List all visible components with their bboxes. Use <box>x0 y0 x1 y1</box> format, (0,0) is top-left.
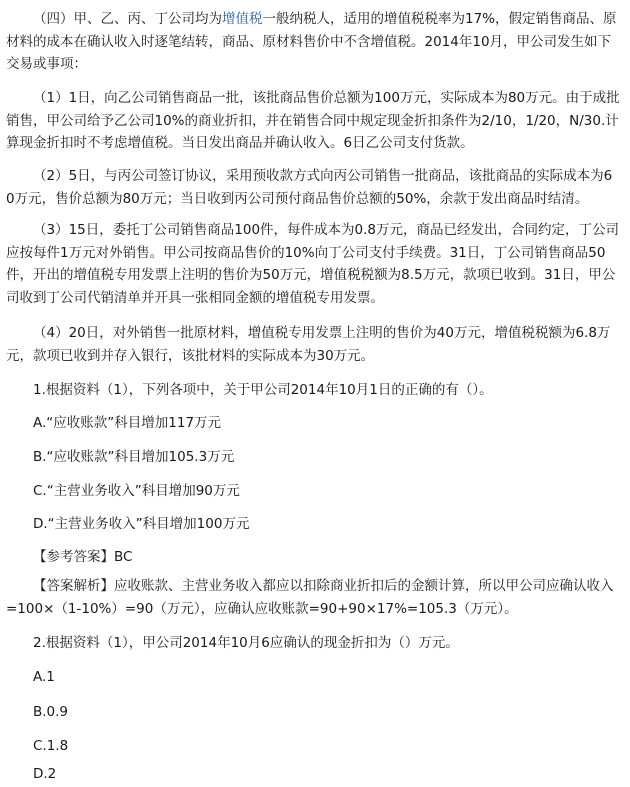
question-2-stem: 2.根据资料（1），甲公司2014年10月6应确认的现金折扣为（）万元。 <box>33 635 459 651</box>
question-1-answer <box>33 546 132 568</box>
answer-label: 【参考答案】 <box>33 549 114 565</box>
question-2-option-d: D.2 <box>33 766 57 782</box>
question-1-option-d: D.“主营业务收入”科目增加100万元 <box>33 516 250 532</box>
question-1-option-a: A.“应收账款”科目增加117万元 <box>33 415 222 431</box>
question-1-option-c: C.“主营业务收入”科目增加90万元 <box>33 483 240 499</box>
intro-prefix: （四）甲、乙、丙、丁公司均为 <box>33 11 222 27</box>
question-1-analysis <box>6 575 620 620</box>
question-1-option-b: B.“应收账款”科目增加105.3万元 <box>33 449 235 465</box>
intro-suffix: 一般纳税人，适用的增值税税率为17%，假定销售商品、原材料的成本在确认收入时逐笔结转，商品、原材料售价中不含增值税。2014年10月，甲公司发生如下交易或事项： <box>6 11 617 72</box>
analysis-text: 应收账款、主营业务收入都应以扣除商业折扣后的金额计算，所以甲公司应确认收入=100×（1-10%）=90（万元），应确认应收账款=90+90×17%=105.3（万元）。 <box>6 578 614 617</box>
question-2-option-c: C.1.8 <box>33 738 69 754</box>
material-4: （4）20日，对外销售一批原材料，增值税专用发票上注明的售价为40万元，增值税税额为6.8万元，款项已收到并存入银行，该批材料的实际成本为30万元。 <box>6 325 611 364</box>
question-2-option-a: A.1 <box>33 669 55 685</box>
intro-paragraph <box>6 8 620 76</box>
material-3: （3）15日，委托丁公司销售商品100件，每件成本为0.8万元，商品已经发出，合同约定，丁公司应按每件1万元对外销售。甲公司按商品售价的10%向丁公司支付手续费。31日，丁公司销售商品50件，开出的增值税专用发票上注明的售价为50万元，增值税税额为8.5万元，款项已收到。31日，甲公司收到丁公司代销清单并开具一张相同金额的增值税专用发票。 <box>6 222 620 306</box>
material-1: （1）1日，向乙公司销售商品一批，该批商品售价总额为100万元，实际成本为80万元。由于成批销售，甲公司给予乙公司10%的商业折扣，并在销售合同中规定现金折扣条件为2/10，1/20，N/30.计算现金折扣时不考虑增值税。当日发出商品并确认收入。6日乙公司支付货款。 <box>6 90 620 151</box>
material-2: （2）5日，与丙公司签订协议，采用预收款方式向丙公司销售一批商品，该批商品的实际成本为60万元，售价总额为80万元；当日收到丙公司预付商品售价总额的50%，余款于发出商品时结清。 <box>6 168 613 207</box>
analysis-label: 【答案解析】 <box>33 578 114 594</box>
vat-link[interactable]: 增值税 <box>222 11 263 27</box>
question-1-stem: 1.根据资料（1），下列各项中，关于甲公司2014年10月1日的正确的有（）。 <box>33 382 493 398</box>
answer-value: BC <box>114 549 133 565</box>
question-2-option-b: B.0.9 <box>33 704 69 720</box>
